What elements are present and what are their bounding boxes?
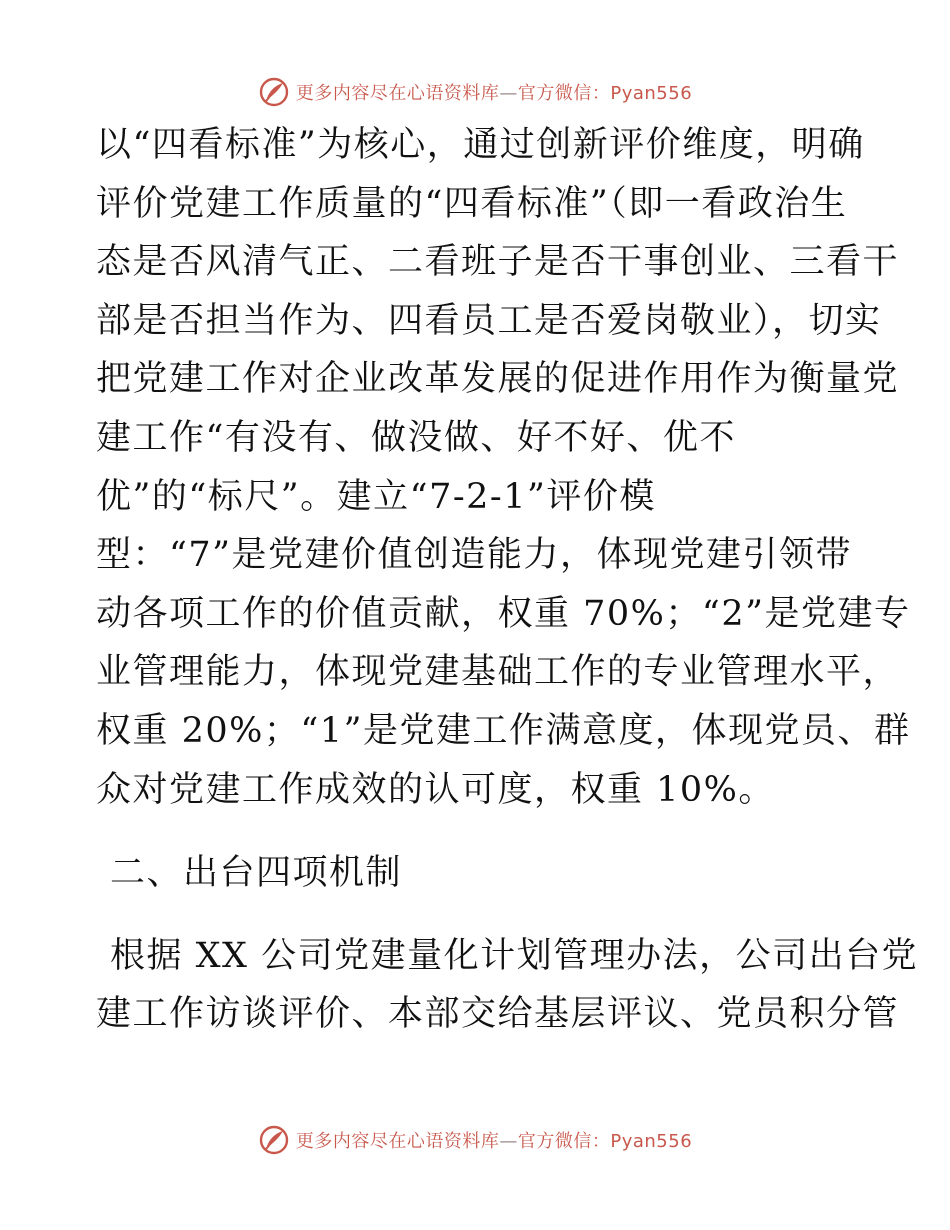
paragraph-line: 部是否担当作为、四看员工是否爱岗敬业），切实 (96, 300, 882, 341)
quill-logo-icon (258, 1124, 290, 1156)
paragraph-line: 态是否风清气正、二看班子是否干事创业、三看干 (96, 242, 900, 283)
watermark-brand: 更多内容尽在心语资料库 (295, 83, 500, 104)
watermark-dash: — (499, 1131, 518, 1152)
paragraph-line: 评价党建工作质量的“四看标准”（即一看政治生 (96, 183, 848, 224)
paragraph-line: 把党建工作对企业改革发展的促进作用作为衡量党 (96, 359, 900, 400)
watermark-contact: 官方微信：Pyan556 (517, 83, 693, 104)
header-watermark (0, 76, 950, 108)
paragraph-line: 优”的“标尺”。建立“7-2-1”评价模 (96, 476, 656, 517)
paragraph-line: 型：“7”是党建价值创造能力，体现党建引领带 (96, 535, 853, 576)
paragraph-line: 根据 XX 公司党建量化计划管理办法，公司出台党 (110, 935, 919, 976)
watermark-text (296, 79, 692, 105)
quill-logo-icon (258, 76, 290, 108)
footer-watermark (0, 1124, 950, 1156)
paragraph-line: 权重 20%；“1”是党建工作满意度，体现党员、群 (96, 710, 911, 751)
watermark-brand: 更多内容尽在心语资料库 (295, 1131, 500, 1152)
paragraph-line: 建工作“有没有、做没做、好不好、优不 (96, 417, 736, 458)
paragraph-line: 动各项工作的价值贡献，权重 70%；“2”是党建专 (96, 593, 911, 634)
document-body (96, 125, 919, 1054)
watermark-text (296, 1127, 692, 1153)
paragraph-line: 众对党建工作成效的认可度，权重 10%。 (96, 769, 775, 810)
paragraph-line: 建工作访谈评价、本部交给基层评议、党员积分管 (96, 994, 900, 1035)
watermark-dash: — (499, 83, 518, 104)
section-heading: 二、出台四项机制 (110, 852, 403, 893)
watermark-contact: 官方微信：Pyan556 (517, 1131, 693, 1152)
paragraph-line: 业管理能力，体现党建基础工作的专业管理水平， (96, 652, 900, 693)
paragraph-line: 以“四看标准”为核心，通过创新评价维度，明确 (96, 125, 865, 165)
